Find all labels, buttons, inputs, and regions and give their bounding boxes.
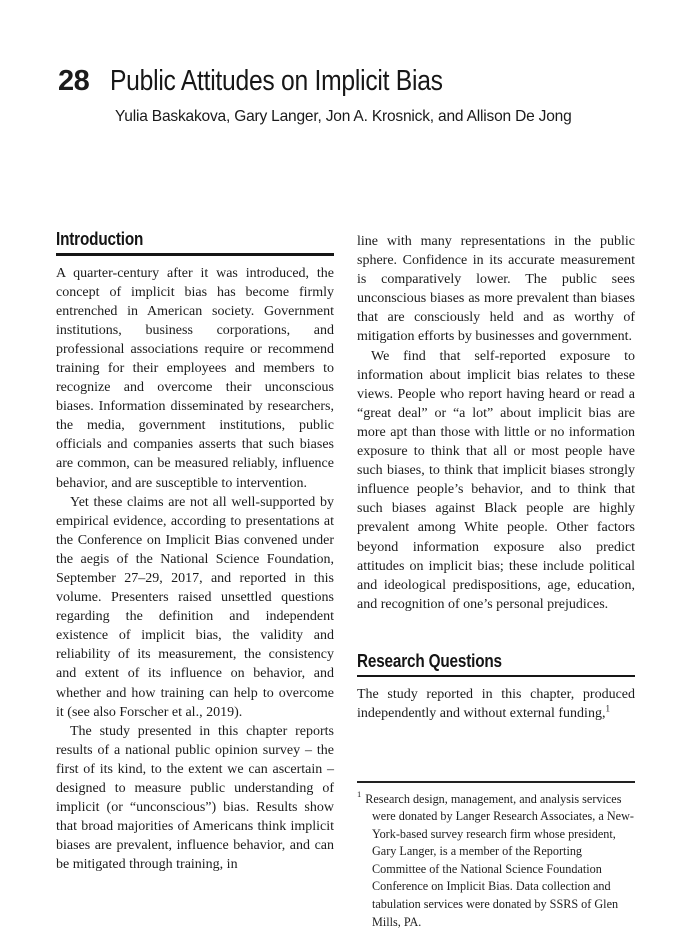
introduction-heading-text: Introduction bbox=[56, 229, 144, 249]
research-questions-paragraph-text: The study reported in this chapter, produced independently and without external funding, bbox=[357, 687, 635, 722]
body-paragraph: Yet these claims are not all well-supported by empirical evidence, according to presentations at the Conference on Implicit Bias convened under the aegis of the National Science Foundation, September 27–29, 2017, and reported in this volume. Presenters raised unsettled questions regarding the definition and independent existence of implicit bias, the validity and reliability of its measurement, the consistency and extent of its influence on behavior, and whether and how training can help to overcome it (see also Forscher et al., 2019). bbox=[56, 494, 334, 720]
body-paragraph: line with many representations in the public sphere. Confidence in its accurate measurement is comparatively lower. The public sees unconscious biases as more prevalent than biases that are consciously held and as worthy of mitigation efforts by businesses and government. bbox=[357, 234, 635, 345]
chapter-header bbox=[58, 64, 502, 98]
chapter-number: 28 bbox=[58, 65, 90, 97]
right-column bbox=[357, 232, 635, 724]
footnote bbox=[357, 791, 635, 932]
body-paragraph: The study presented in this chapter reports results of a national public opinion survey – the first of its kind, to the extent we can ascertain – designed to measure public understanding of implicit (or “unconscious”) bias. Results show that broad majorities of Americans think implicit biases are prevalent, influence behavior, and can be mitigated through training, in bbox=[56, 723, 334, 873]
footnote-block bbox=[357, 781, 635, 931]
research-questions-heading-text: Research Questions bbox=[357, 650, 502, 671]
footnote-marker: 1 bbox=[357, 789, 362, 800]
heading-rule bbox=[56, 253, 334, 256]
left-column bbox=[56, 229, 334, 875]
heading-rule bbox=[357, 675, 635, 678]
section-heading-introduction bbox=[56, 229, 334, 256]
footnote-text: Research design, management, and analysis services were donated by Langer Research Associates, a New-York-based survey research firm whose president, Gary Langer, is a member of the Reporting Committee of the National Science Foundation Conference on Implicit Bias. Data collection and tabulation services were donated by SSRS of Glen Mills, PA. bbox=[365, 791, 634, 929]
body-paragraph: We find that self-reported exposure to information about implicit bias relates to these views. People who report having heard or read a “great deal” or “a lot” about implicit bias are more apt than those with little or no information exposure to think that all or most people have such biases, to think that implicit biases strongly influence people’s behavior, and to think that such biases against Black people are highly prevalent among White people. Other factors beyond information exposure also predict attitudes on implicit bias; these include political and ideological predispositions, age, education, and recognition of one’s personal prejudices. bbox=[357, 348, 635, 612]
footnote-reference-marker: 1 bbox=[605, 703, 610, 714]
footnote-separator-rule bbox=[357, 781, 635, 783]
body-paragraph bbox=[357, 685, 635, 723]
body-paragraph: A quarter-century after it was introduced, the concept of implicit bias has become firmly entrenched in American society. Government institutions, business corporations, and professional associations require or recommend training for their employees and members to recognize and overcome their unconscious biases. Information disseminated by researchers, the media, government institutions, public officials and companies asserts that such biases are common, can be measured reliably, influence behavior, and are susceptible to intervention. bbox=[56, 265, 334, 491]
authors-line: Yulia Baskakova, Gary Langer, Jon A. Krosnick, and Allison De Jong bbox=[115, 108, 572, 125]
page-title: Public Attitudes on Implicit Bias bbox=[110, 65, 444, 97]
section-spacer bbox=[357, 614, 635, 651]
section-heading-research-questions bbox=[357, 651, 635, 678]
